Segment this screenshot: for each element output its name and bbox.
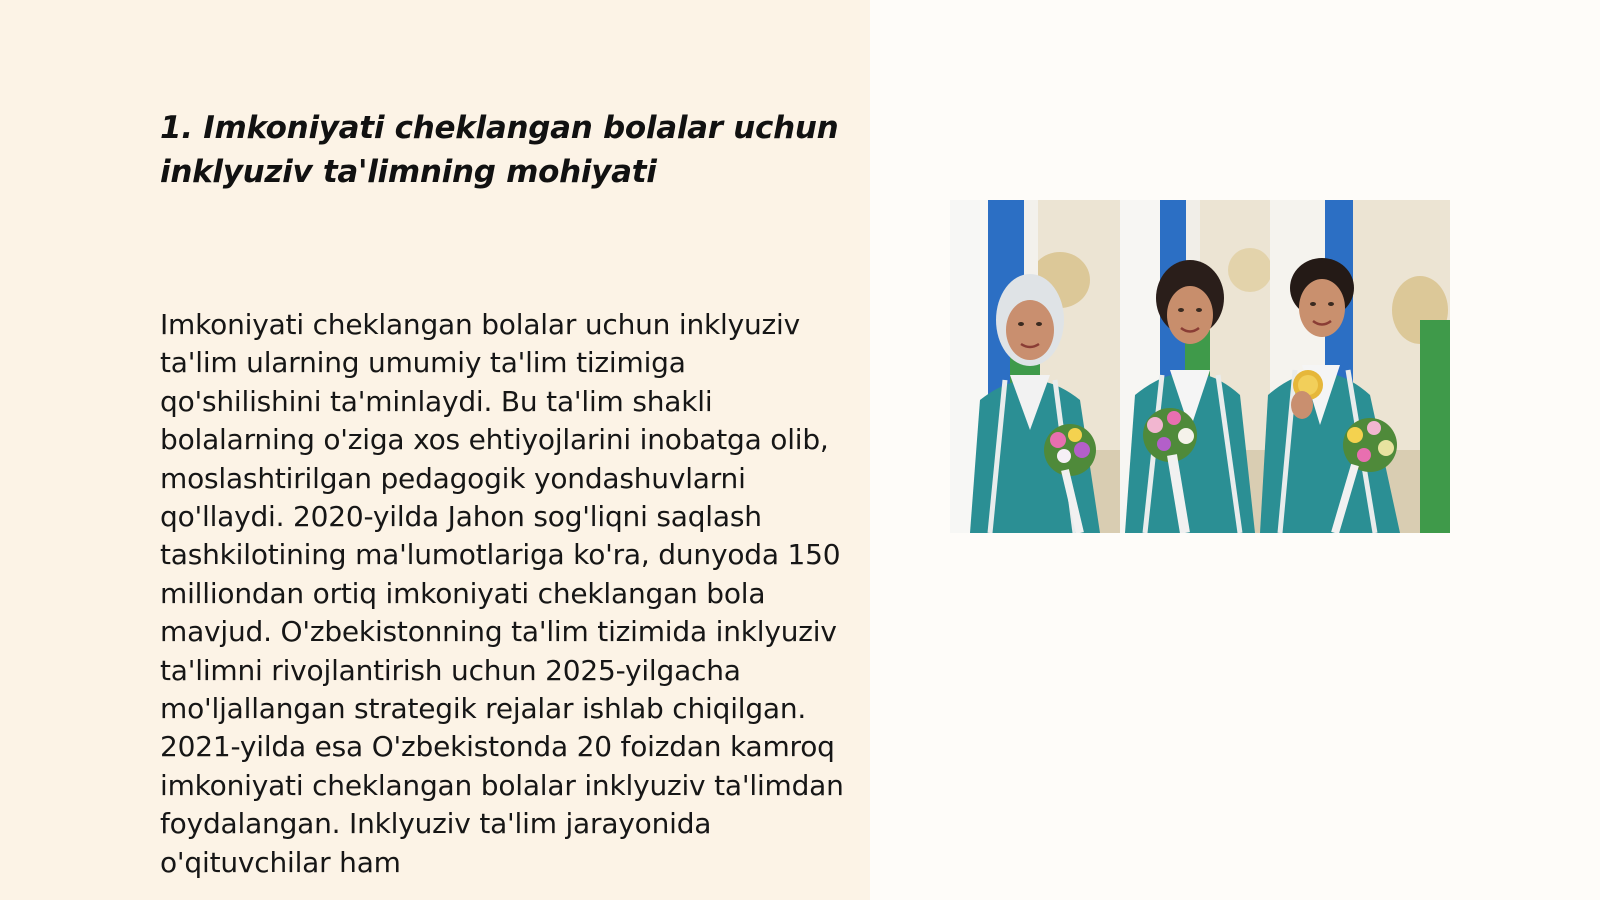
slide-title: 1. Imkoniyati cheklangan bolalar uchun inklyuziv ta'limning mohiyati xyxy=(160,110,839,190)
athletes-photo xyxy=(950,200,1450,533)
slide-body-text: Imkoniyati cheklangan bolalar uchun inklyuziv ta'lim ularning umumiy ta'lim tizimiga qo'shilishini ta'minlaydi. Bu ta'lim shakli bolalarning o'ziga xos ehtiyojlarini inobatga olib, moslashtirilgan pedagogik yondashuvlarni qo'llaydi. 2020-yilda Jahon sog'liqni saqlash tashkilotining ma'lumotlariga ko'ra, dunyoda 150 milliondan ortiq imkoniyati cheklangan bola mavjud. O'zbekistonning ta'lim tizimida inklyuziv ta'limni rivojlantirish uchun 2025-yilgacha mo'ljallangan strategik rejalar ishlab chiqilgan. 2021-yilda esa O'zbekistonda 20 foizdan kamroq imkoniyati cheklangan bolalar inklyuziv ta'limdan foydalangan. Inklyuziv ta'lim jarayonida o'qituvchilar ham xyxy=(160,308,844,879)
